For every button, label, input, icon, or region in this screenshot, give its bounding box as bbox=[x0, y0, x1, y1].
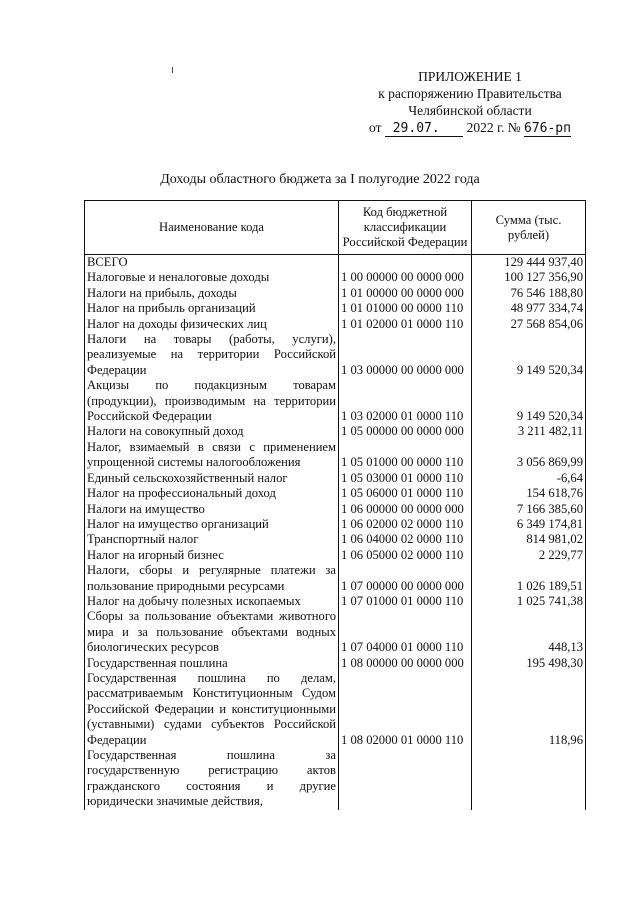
table-row bbox=[85, 671, 586, 748]
table-row bbox=[85, 748, 586, 810]
row-name: Налоги на прибыль, доходы bbox=[85, 286, 339, 301]
row-name: Налог на добычу полезных ископаемых bbox=[85, 594, 339, 609]
row-sum: 1 025 741,38 bbox=[472, 594, 586, 609]
row-sum: -6,64 bbox=[472, 471, 586, 486]
table-row bbox=[85, 517, 586, 532]
row-code: 1 07 04000 01 0000 110 bbox=[339, 609, 472, 655]
row-code: 1 00 00000 00 0000 000 bbox=[339, 270, 472, 285]
row-code: 1 03 02000 01 0000 110 bbox=[339, 378, 472, 424]
row-name: Государственная пошлина по делам, рассматриваемым Конституционным Судом Российской Федерации и конституционными (уставными) судами субъектов Российской Федерации bbox=[85, 671, 339, 748]
appendix-line-1: к распоряжению Правительства bbox=[378, 86, 562, 101]
row-code: 1 05 01000 00 0000 110 bbox=[339, 440, 472, 471]
order-reference bbox=[360, 119, 580, 137]
row-code: 1 01 00000 00 0000 000 bbox=[339, 286, 472, 301]
row-sum: 195 498,30 bbox=[472, 656, 586, 671]
row-name: Акцизы по подакцизным товарам (продукции), производимым на территории Российской Федерации bbox=[85, 378, 339, 424]
order-date: 29.07. bbox=[385, 122, 463, 137]
revenue-table bbox=[84, 200, 586, 810]
table-row bbox=[85, 502, 586, 517]
order-number: 676-рп bbox=[523, 121, 571, 136]
row-code: 1 08 00000 00 0000 000 bbox=[339, 656, 472, 671]
table-row bbox=[85, 286, 586, 301]
row-name: Налог на профессиональный доход bbox=[85, 486, 339, 501]
row-name: Налоги на товары (работы, услуги), реализуемые на территории Российской Федерации bbox=[85, 332, 339, 378]
document-title: Доходы областного бюджета за I полугодие 2022 года bbox=[160, 172, 480, 187]
row-name: Государственная пошлина за государственную регистрацию актов гражданского состояния и другие юридически значимые действия, bbox=[85, 748, 339, 810]
row-sum: 9 149 520,34 bbox=[472, 378, 586, 424]
row-sum: 100 127 356,90 bbox=[472, 270, 586, 285]
row-sum: 3 211 482,11 bbox=[472, 424, 586, 439]
row-sum: 129 444 937,40 bbox=[472, 255, 586, 271]
row-sum: 2 229,77 bbox=[472, 548, 586, 563]
row-code: 1 01 02000 01 0000 110 bbox=[339, 317, 472, 332]
row-sum: 76 546 188,80 bbox=[472, 286, 586, 301]
scan-mark bbox=[172, 67, 173, 73]
row-name: Налог на игорный бизнес bbox=[85, 548, 339, 563]
row-sum: 118,96 bbox=[472, 671, 586, 748]
row-name: Налог, взимаемый в связи с применением упрощенной системы налогообложения bbox=[85, 440, 339, 471]
row-code: 1 07 01000 01 0000 110 bbox=[339, 594, 472, 609]
row-code: 1 07 00000 00 0000 000 bbox=[339, 563, 472, 594]
row-name: Государственная пошлина bbox=[85, 656, 339, 671]
table-row bbox=[85, 532, 586, 547]
row-name: Налоговые и неналоговые доходы bbox=[85, 270, 339, 285]
row-code: 1 06 02000 02 0000 110 bbox=[339, 517, 472, 532]
row-sum: 154 618,76 bbox=[472, 486, 586, 501]
order-prefix: от bbox=[369, 120, 382, 135]
appendix-block bbox=[360, 68, 580, 137]
row-name: Сборы за пользование объектами животного мира и за пользование объектами водных биологических ресурсов bbox=[85, 609, 339, 655]
row-code bbox=[339, 255, 472, 271]
row-sum: 48 977 334,74 bbox=[472, 301, 586, 316]
appendix-line-2: Челябинской области bbox=[408, 103, 532, 118]
table-row bbox=[85, 301, 586, 316]
row-sum: 9 149 520,34 bbox=[472, 332, 586, 378]
row-code: 1 06 05000 02 0000 110 bbox=[339, 548, 472, 563]
table-row bbox=[85, 424, 586, 439]
order-year: 2022 г. № bbox=[466, 120, 521, 135]
row-sum: 27 568 854,06 bbox=[472, 317, 586, 332]
table-row bbox=[85, 317, 586, 332]
row-sum: 814 981,02 bbox=[472, 532, 586, 547]
header-code: Код бюджетной классификации Российской Федерации bbox=[339, 201, 472, 255]
row-code: 1 05 03000 01 0000 110 bbox=[339, 471, 472, 486]
table-row bbox=[85, 609, 586, 655]
row-code: 1 08 02000 01 0000 110 bbox=[339, 671, 472, 748]
row-sum: 448,13 bbox=[472, 609, 586, 655]
row-code: 1 05 00000 00 0000 000 bbox=[339, 424, 472, 439]
table-row bbox=[85, 471, 586, 486]
table-row bbox=[85, 656, 586, 671]
row-code bbox=[339, 748, 472, 810]
row-code: 1 05 06000 01 0000 110 bbox=[339, 486, 472, 501]
row-name: Налоги на имущество bbox=[85, 502, 339, 517]
row-sum bbox=[472, 748, 586, 810]
header-sum: Сумма (тыс. рублей) bbox=[472, 201, 586, 255]
table-row bbox=[85, 548, 586, 563]
row-name: Единый сельскохозяйственный налог bbox=[85, 471, 339, 486]
table-row bbox=[85, 270, 586, 285]
table-row bbox=[85, 440, 586, 471]
table-row bbox=[85, 563, 586, 594]
row-name: ВСЕГО bbox=[85, 255, 339, 271]
table-row bbox=[85, 486, 586, 501]
header-name: Наименование кода bbox=[85, 201, 339, 255]
row-code: 1 06 00000 00 0000 000 bbox=[339, 502, 472, 517]
table-row bbox=[85, 255, 586, 271]
row-name: Налог на прибыль организаций bbox=[85, 301, 339, 316]
row-name: Налог на имущество организаций bbox=[85, 517, 339, 532]
appendix-title: ПРИЛОЖЕНИЕ 1 bbox=[418, 69, 522, 84]
row-name: Налог на доходы физических лиц bbox=[85, 317, 339, 332]
row-sum: 7 166 385,60 bbox=[472, 502, 586, 517]
row-sum: 1 026 189,51 bbox=[472, 563, 586, 594]
row-code: 1 03 00000 00 0000 000 bbox=[339, 332, 472, 378]
table-header-row bbox=[85, 201, 586, 255]
row-code: 1 06 04000 02 0000 110 bbox=[339, 532, 472, 547]
row-name: Транспортный налог bbox=[85, 532, 339, 547]
row-code: 1 01 01000 00 0000 110 bbox=[339, 301, 472, 316]
table-row bbox=[85, 594, 586, 609]
table-row bbox=[85, 378, 586, 424]
row-sum: 6 349 174,81 bbox=[472, 517, 586, 532]
row-name: Налоги на совокупный доход bbox=[85, 424, 339, 439]
table-body bbox=[85, 255, 586, 810]
row-sum: 3 056 869,99 bbox=[472, 440, 586, 471]
table-row bbox=[85, 332, 586, 378]
row-name: Налоги, сборы и регулярные платежи за пользование природными ресурсами bbox=[85, 563, 339, 594]
